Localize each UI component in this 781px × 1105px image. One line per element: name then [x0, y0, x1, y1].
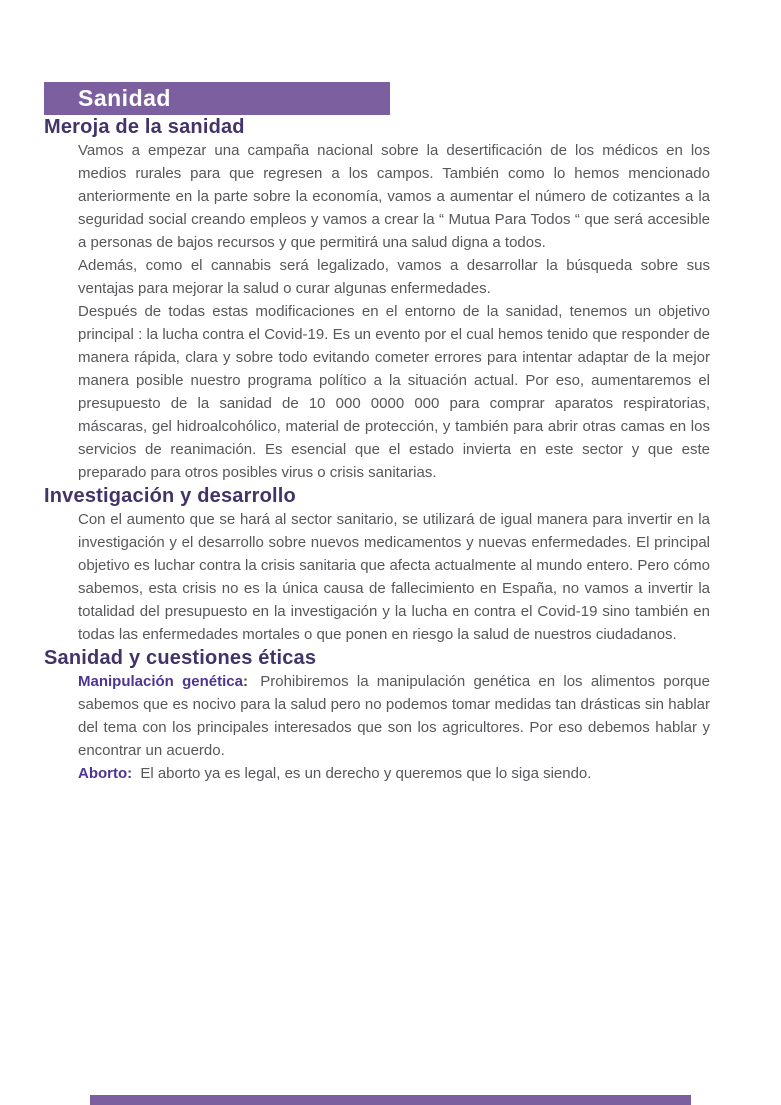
- item-lead-aborto: Aborto:: [78, 765, 133, 782]
- section-banner: [44, 82, 390, 115]
- item-text-aborto: El aborto ya es legal, es un derecho y queremos que lo siga siendo.: [140, 765, 592, 782]
- item-separator: :: [242, 673, 248, 690]
- paragraph-covid-presupuesto: Después de todas estas modificaciones en el entorno de la sanidad, tenemos un objetivo principal : la lucha contra el Covid-19. Es un evento por el cual hemos tenido que responder de manera rápida, clara y sobre todo evitando cometer errores para intentar adaptar de la mejor manera posible nuestro programa político a la situación actual. Por eso, aumentaremos el presupuesto de la sanidad de 10 000 0000 000 para comprar aparatos respiratorias, máscaras, gel hidroalcohólico, material de protección, y también para abrir otras camas en los servicios de reanimación. Es esencial que el estado invierta en este sector y que este preparado para otros posibles virus o crisis sanitarias.: [78, 303, 710, 481]
- next-page-banner-edge: [90, 1095, 691, 1105]
- heading-sanidad-y-cuestiones-eticas: Sanidad y cuestiones éticas: [44, 647, 317, 669]
- item-text-manipulacion-genetica: Prohibiremos la manipulación genética en los alimentos porque sabemos que es nocivo para la salud pero no podemos tomar medidas tan drásticas sin hablar del tema con los principales interesados que son los agricultores. Por eso debemos hablar y encontrar un acuerdo.: [78, 673, 710, 759]
- item-aborto: [78, 762, 710, 785]
- item-lead-manipulacion-genetica: Manipulación genética: [78, 673, 243, 690]
- item-manipulacion-genetica: [78, 670, 710, 762]
- banner-title: Sanidad: [78, 85, 171, 111]
- paragraph-cannabis: Además, como el cannabis será legalizado, vamos a desarrollar la búsqueda sobre sus ventajas para mejorar la salud o curar algunas enfermedades.: [78, 257, 710, 297]
- paragraph-investigacion: Con el aumento que se hará al sector sanitario, se utilizará de igual manera para invertir en la investigación y el desarrollo sobre nuevos medicamentos y nuevas enfermedades. El principal objetivo es luchar contra la crisis sanitaria que afecta actualmente al mundo entero. Pero cómo sabemos, esta crisis no es la única causa de fallecimiento en España, no vamos a invertir la totalidad del presupuesto en la investigación y la lucha en contra el Covid-19 sino también en todas las enfermedades mortales o que ponen en riesgo la salud de nuestros ciudadanos.: [78, 511, 710, 643]
- heading-investigacion-y-desarrollo: Investigación y desarrollo: [44, 485, 296, 507]
- heading-meroja-de-la-sanidad: Meroja de la sanidad: [44, 116, 245, 138]
- paragraph-campana-nacional: Vamos a empezar una campaña nacional sobre la desertificación de los médicos en los medios rurales para que regresen a los campos. También como lo hemos mencionado anteriormente en la parte sobre la economía, vamos a aumentar el número de cotizantes a la seguridad social creando empleos y vamos a crear la “ Mutua Para Todos “ que será accesible a personas de bajos recursos y que permitirá una salud digna a todos.: [78, 142, 710, 251]
